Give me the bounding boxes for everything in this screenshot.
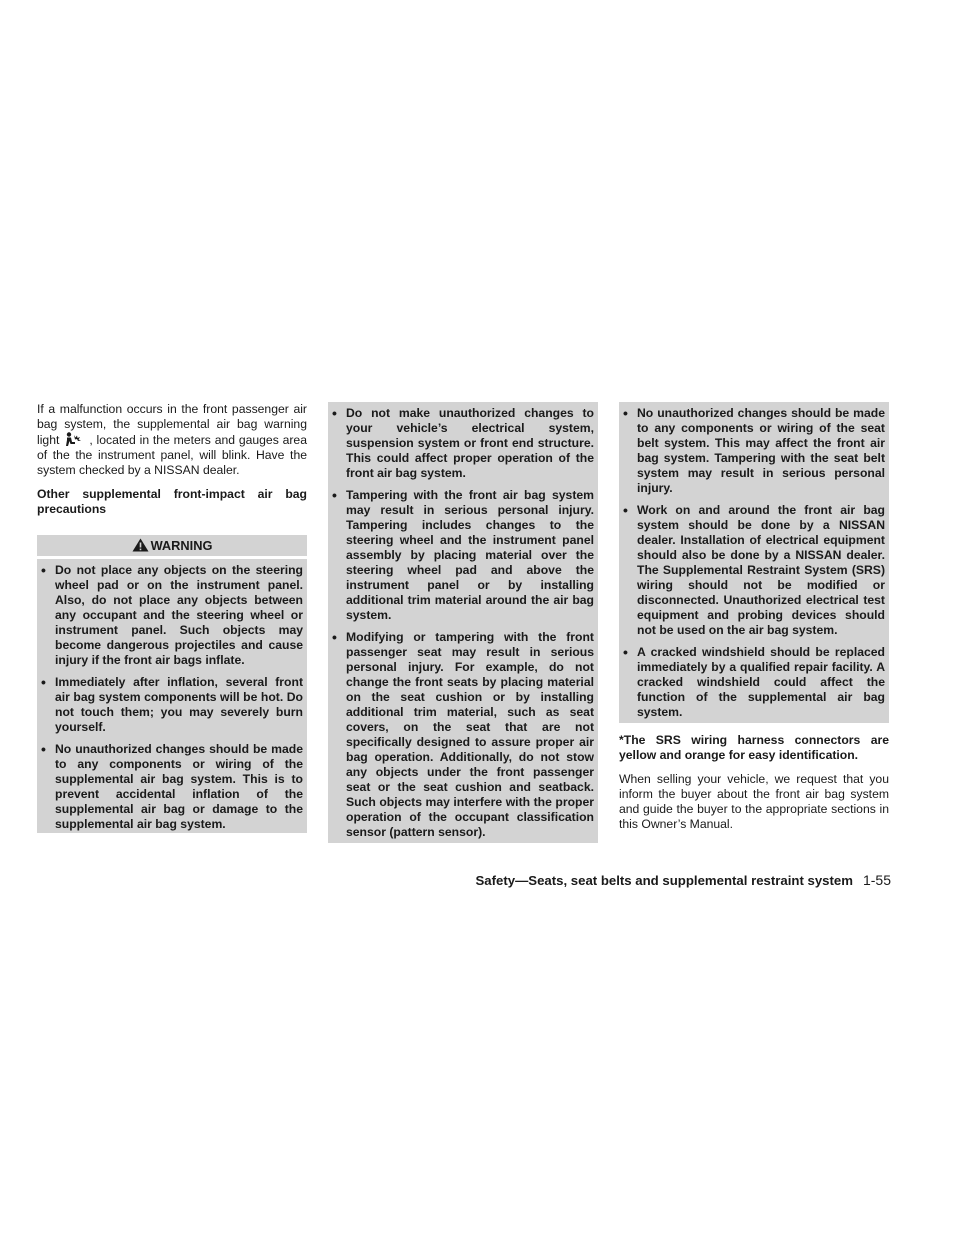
warning-item: • Modifying or tampering with the front passenger seat may result in serious personal injury. For example, do not change the front seats by placing material on the seat cushion or by installing additional trim material, such as seat covers, on the seat that are not specifically designed to assure proper air bag operation. Additionally, do not stow any objects under the front passenger seat or the seat cushion and seatback. Such objects may interfere with the proper operation of the occupant classification sensor (pattern sensor). — [331, 630, 594, 840]
warning-list — [622, 406, 885, 720]
footer-section-title: Safety—Seats, seat belts and supplemental restraint system — [475, 873, 853, 888]
warning-item: • No unauthorized changes should be made to any components or wiring of the supplemental air bag system. This is to prevent accidental inflation of the supplemental air bag or damage to the supplemental air bag system. — [40, 742, 303, 832]
warning-item: • Do not place any objects on the steering wheel pad or on the instrument panel. Also, do not place any objects between any occupant and the steering wheel or instrument panel. Such objects may become dangerous projectiles and cause injury if the front air bags inflate. — [40, 563, 303, 668]
warning-box — [37, 535, 307, 833]
srs-note: *The SRS wiring harness connectors are yellow and orange for easy identification. — [619, 733, 889, 762]
page-footer — [476, 872, 892, 888]
warning-continued-box — [619, 402, 889, 723]
column-middle — [328, 402, 598, 843]
closing-paragraph: When selling your vehicle, we request that you inform the buyer about the front air bag system and guide the buyer to the appropriate sections in this Owner’s Manual. — [619, 772, 889, 831]
air-bag-warning-icon — [63, 432, 83, 447]
warning-item: • Tampering with the front air bag system may result in serious personal injury. Tampering includes changes to the steering wheel and the instrument panel assembly by placing material over the steering wheel pad and above the instrument panel or by installing additional trim material around the air bag system. — [331, 488, 594, 623]
warning-triangle-icon — [132, 538, 149, 552]
warning-list — [40, 563, 303, 832]
warning-item: • Do not make unauthorized changes to your vehicle’s electrical system, suspension system or front end structure. This could affect proper operation of the front air bag system. — [331, 406, 594, 481]
warning-item: • No unauthorized changes should be made to any components or wiring of the seat belt system. This may affect the front air bag system. Tampering with the seat belt system may result in serious personal injury. — [622, 406, 885, 496]
warning-continued-box — [328, 402, 598, 843]
warning-item: • Work on and around the front air bag system should be done by a NISSAN dealer. Installation of electrical equipment should also be done by a NISSAN dealer. The Supplemental Restraint System (SRS) wiring should not be modified or disconnected. Unauthorized electrical test equipment and probing devices should not be used on the air bag system. — [622, 503, 885, 638]
page-number: 1-55 — [862, 872, 891, 888]
column-left — [37, 402, 307, 833]
warning-item: • A cracked windshield should be replaced immediately by a qualified repair facility. A cracked windshield could affect the function of the supplemental air bag system. — [622, 645, 885, 720]
section-heading: Other supplemental front-impact air bag precautions — [37, 487, 307, 516]
warning-item: • Immediately after inflation, several front air bag system components will be hot. Do not touch them; you may severely burn yourself. — [40, 675, 303, 735]
intro-text-after: , located in the meters and gauges area of the the instrument panel, will blink. Have the system checked by a NISSAN dealer. — [37, 433, 307, 477]
column-right — [619, 402, 889, 832]
warning-header — [37, 535, 307, 559]
intro-text-before: If a malfunction occurs in the front passenger air bag system, the supplemental air bag warning light — [37, 402, 307, 447]
intro-paragraph — [37, 402, 307, 478]
warning-list — [331, 406, 594, 840]
warning-title: WARNING — [150, 538, 213, 553]
